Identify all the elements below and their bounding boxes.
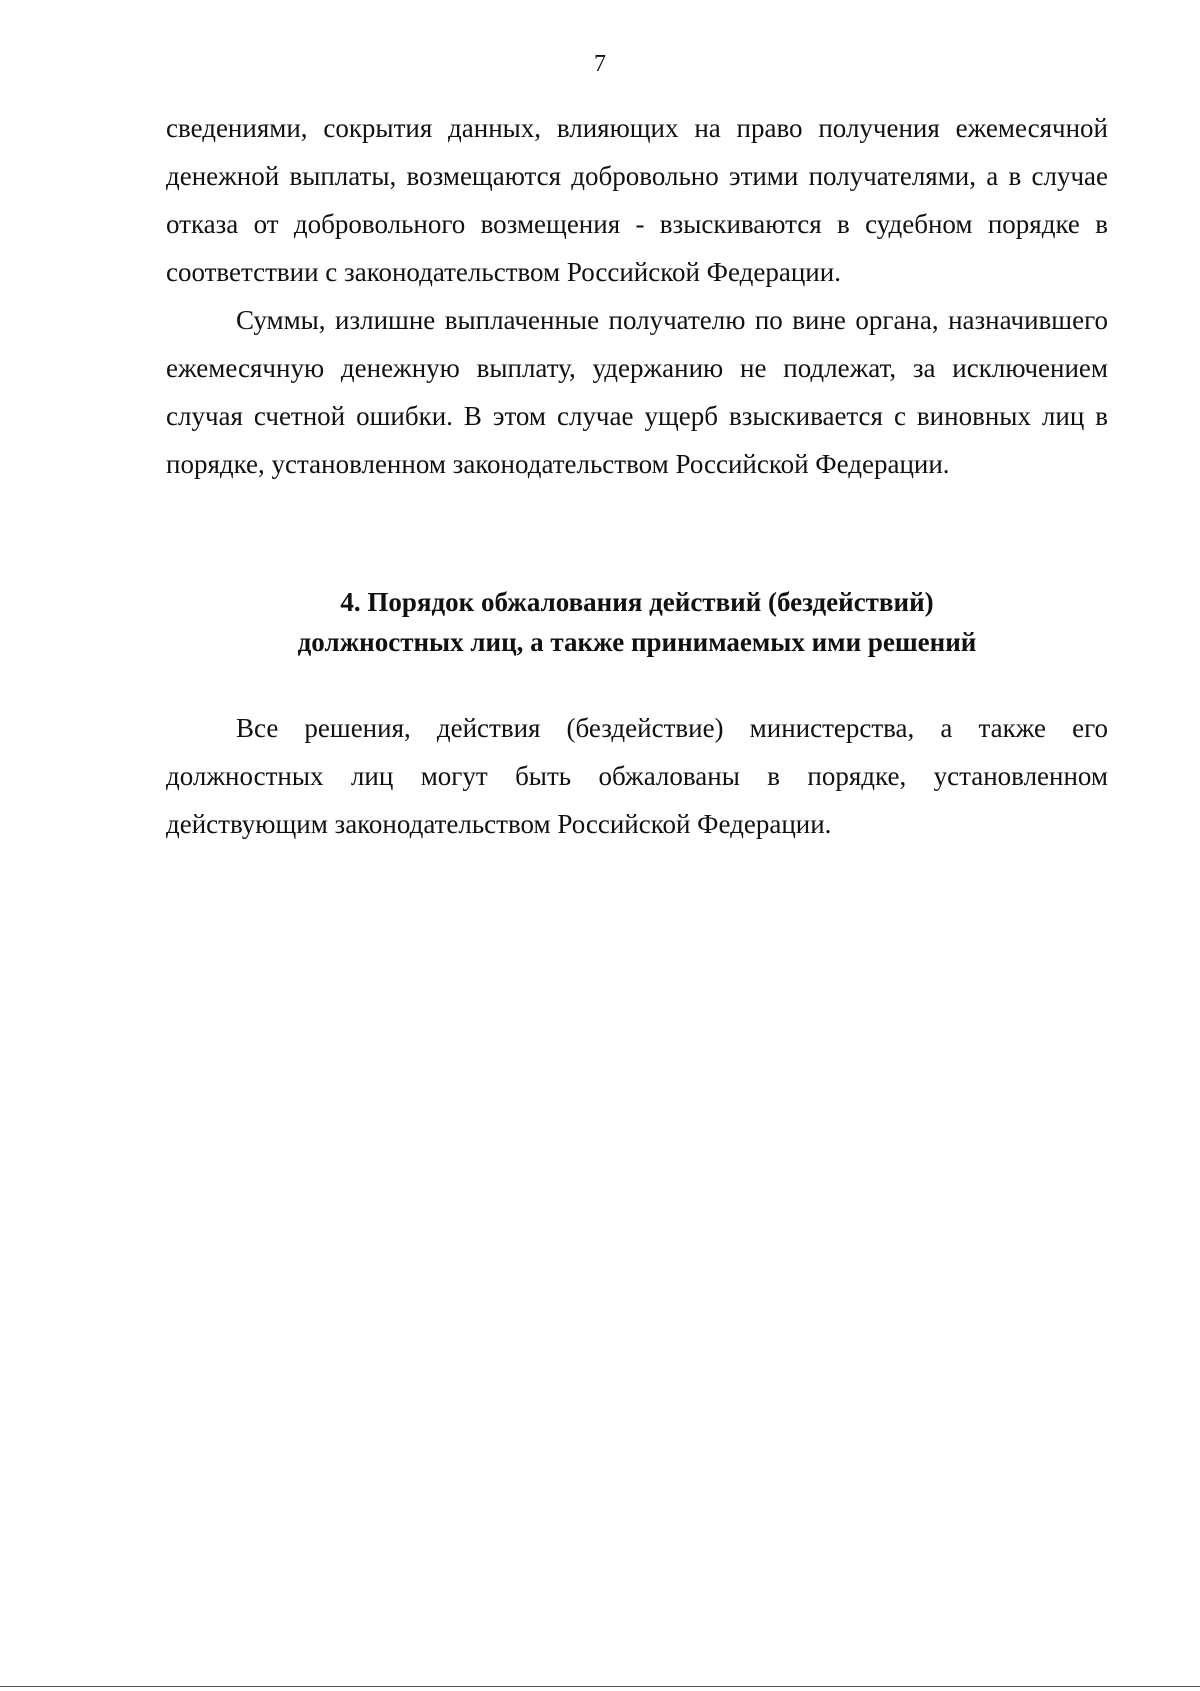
paragraph-appeal: Все решения, действия (бездействие) министерства, а также его должностных лиц могут быть обжалованы в порядке, установленном действующим законодательством Российской Федерации. bbox=[166, 713, 1108, 839]
bottom-edge-line bbox=[0, 1686, 1200, 1687]
section-heading bbox=[166, 582, 1108, 662]
paragraph-overpaid-sums: Суммы, излишне выплаченные получателю по вине органа, назначившего ежемесячную денежную выплату, удержанию не подлежат, за исключением случая счетной ошибки. В этом случае ущерб взыскивается с виновных лиц в порядке, установленном законодательством Российской Федерации. bbox=[166, 305, 1108, 479]
paragraph-continuation: сведениями, сокрытия данных, влияющих на право получения ежемесячной денежной выплаты, возмещаются добровольно этими получателями, а в случае отказа от добровольного возмещения - взыскиваются в судебном порядке в соответствии с законодательством Российской Федерации. bbox=[166, 113, 1108, 287]
section-heading-line-2: должностных лиц, а также принимаемых ими решений bbox=[297, 627, 977, 657]
section-heading-line-1: 4. Порядок обжалования действий (бездействий) bbox=[340, 587, 934, 617]
page-number: 7 bbox=[594, 51, 606, 77]
